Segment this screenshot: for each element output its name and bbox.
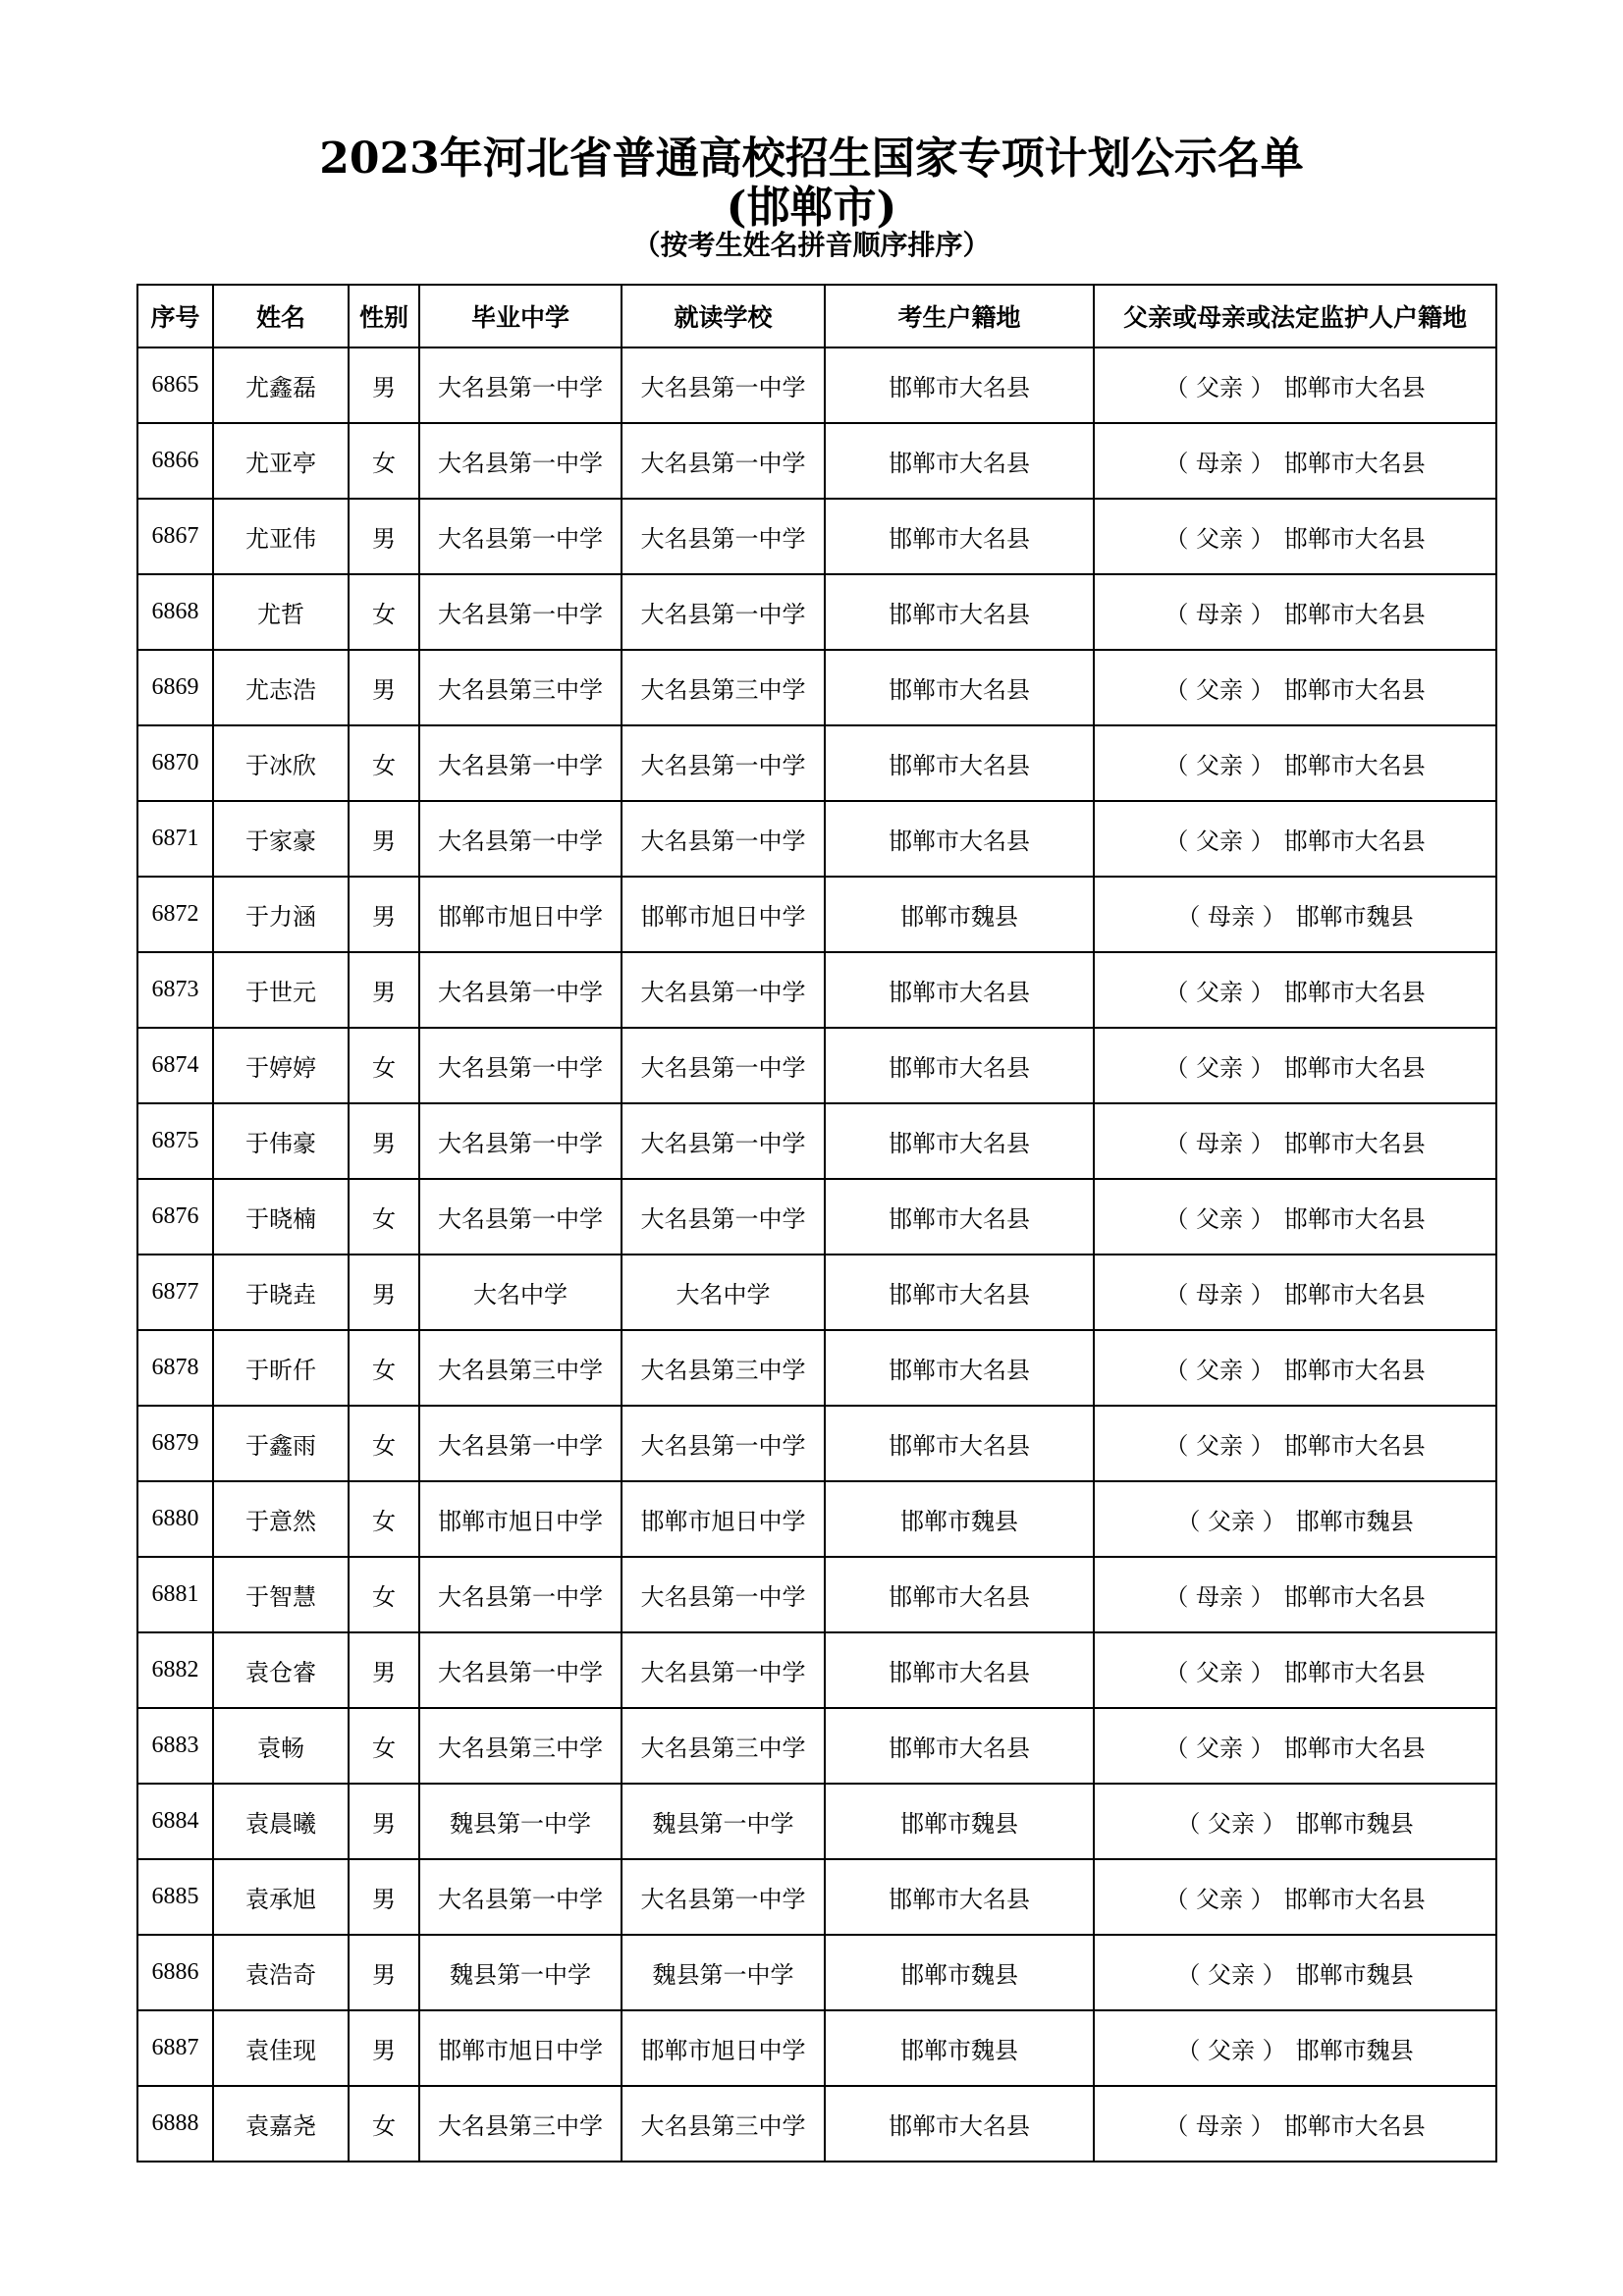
guardian-relation: （ 父亲 ） bbox=[1164, 1886, 1274, 1913]
cell-guardian bbox=[1094, 1255, 1496, 1330]
table-row bbox=[137, 1179, 1496, 1255]
cell-current-school: 大名县第一中学 bbox=[622, 1406, 825, 1481]
cell-gender: 男 bbox=[349, 1859, 419, 1935]
cell-current-school: 大名县第一中学 bbox=[622, 1859, 825, 1935]
cell-name: 于婷婷 bbox=[213, 1028, 349, 1103]
cell-current-school: 邯郸市旭日中学 bbox=[622, 1481, 825, 1557]
column-header-id: 序号 bbox=[137, 285, 213, 347]
guardian-residence: 邯郸市大名县 bbox=[1283, 1054, 1426, 1082]
cell-guardian bbox=[1094, 650, 1496, 725]
guardian-relation: （ 母亲 ） bbox=[1164, 1281, 1274, 1308]
table-row bbox=[137, 1632, 1496, 1708]
cell-current-school: 大名中学 bbox=[622, 1255, 825, 1330]
cell-id: 6875 bbox=[137, 1103, 213, 1179]
cell-id: 6884 bbox=[137, 1784, 213, 1859]
cell-residence: 邯郸市大名县 bbox=[825, 1859, 1094, 1935]
guardian-residence: 邯郸市大名县 bbox=[1283, 1432, 1426, 1460]
cell-guardian bbox=[1094, 1935, 1496, 2010]
table-row bbox=[137, 1859, 1496, 1935]
cell-grad-school: 魏县第一中学 bbox=[419, 1935, 622, 2010]
cell-gender: 男 bbox=[349, 347, 419, 423]
cell-current-school: 大名县第一中学 bbox=[622, 1557, 825, 1632]
cell-grad-school: 魏县第一中学 bbox=[419, 1784, 622, 1859]
cell-name: 袁浩奇 bbox=[213, 1935, 349, 2010]
guardian-residence: 邯郸市大名县 bbox=[1283, 450, 1426, 477]
cell-grad-school: 大名县第一中学 bbox=[419, 574, 622, 650]
cell-name: 尤亚伟 bbox=[213, 499, 349, 574]
cell-residence: 邯郸市大名县 bbox=[825, 801, 1094, 877]
cell-residence: 邯郸市大名县 bbox=[825, 1255, 1094, 1330]
cell-current-school: 邯郸市旭日中学 bbox=[622, 2010, 825, 2086]
cell-id: 6888 bbox=[137, 2086, 213, 2162]
guardian-relation: （ 父亲 ） bbox=[1164, 1432, 1274, 1460]
cell-current-school: 大名县第一中学 bbox=[622, 1103, 825, 1179]
cell-name: 袁畅 bbox=[213, 1708, 349, 1784]
guardian-relation: （ 母亲 ） bbox=[1176, 903, 1286, 931]
cell-guardian bbox=[1094, 2010, 1496, 2086]
guardian-residence: 邯郸市魏县 bbox=[1295, 1508, 1414, 1535]
cell-grad-school: 大名县第三中学 bbox=[419, 650, 622, 725]
cell-gender: 男 bbox=[349, 801, 419, 877]
cell-gender: 男 bbox=[349, 877, 419, 952]
cell-current-school: 大名县第三中学 bbox=[622, 1330, 825, 1406]
cell-name: 尤志浩 bbox=[213, 650, 349, 725]
table-row bbox=[137, 1028, 1496, 1103]
table-row bbox=[137, 1557, 1496, 1632]
cell-gender: 女 bbox=[349, 1179, 419, 1255]
cell-residence: 邯郸市魏县 bbox=[825, 1935, 1094, 2010]
table-row bbox=[137, 1708, 1496, 1784]
cell-residence: 邯郸市魏县 bbox=[825, 2010, 1094, 2086]
cell-guardian bbox=[1094, 1028, 1496, 1103]
cell-name: 于智慧 bbox=[213, 1557, 349, 1632]
column-header-gender: 性别 bbox=[349, 285, 419, 347]
cell-residence: 邯郸市大名县 bbox=[825, 2086, 1094, 2162]
cell-name: 袁嘉尧 bbox=[213, 2086, 349, 2162]
cell-grad-school: 大名县第一中学 bbox=[419, 423, 622, 499]
guardian-residence: 邯郸市大名县 bbox=[1283, 1886, 1426, 1913]
column-header-residence: 考生户籍地 bbox=[825, 285, 1094, 347]
guardian-relation: （ 父亲 ） bbox=[1164, 676, 1274, 704]
cell-name: 于昕仟 bbox=[213, 1330, 349, 1406]
guardian-residence: 邯郸市大名县 bbox=[1283, 1130, 1426, 1157]
guardian-relation: （ 父亲 ） bbox=[1176, 1961, 1286, 1989]
cell-residence: 邯郸市大名县 bbox=[825, 952, 1094, 1028]
cell-gender: 女 bbox=[349, 1708, 419, 1784]
cell-id: 6872 bbox=[137, 877, 213, 952]
roster-table bbox=[136, 284, 1497, 2163]
cell-id: 6887 bbox=[137, 2010, 213, 2086]
guardian-residence: 邯郸市大名县 bbox=[1283, 1357, 1426, 1384]
cell-residence: 邯郸市大名县 bbox=[825, 347, 1094, 423]
guardian-relation: （ 父亲 ） bbox=[1164, 828, 1274, 855]
cell-name: 于鑫雨 bbox=[213, 1406, 349, 1481]
guardian-relation: （ 父亲 ） bbox=[1164, 752, 1274, 779]
cell-grad-school: 大名县第三中学 bbox=[419, 1330, 622, 1406]
cell-guardian bbox=[1094, 877, 1496, 952]
guardian-relation: （ 父亲 ） bbox=[1176, 2037, 1286, 2064]
cell-name: 尤哲 bbox=[213, 574, 349, 650]
guardian-relation: （ 父亲 ） bbox=[1176, 1810, 1286, 1838]
cell-name: 袁承旭 bbox=[213, 1859, 349, 1935]
guardian-residence: 邯郸市魏县 bbox=[1295, 2037, 1414, 2064]
cell-id: 6866 bbox=[137, 423, 213, 499]
cell-grad-school: 大名中学 bbox=[419, 1255, 622, 1330]
table-header-row bbox=[137, 285, 1496, 347]
guardian-relation: （ 母亲 ） bbox=[1164, 1583, 1274, 1611]
cell-grad-school: 邯郸市旭日中学 bbox=[419, 1481, 622, 1557]
table-row bbox=[137, 1103, 1496, 1179]
cell-grad-school: 大名县第三中学 bbox=[419, 2086, 622, 2162]
guardian-residence: 邯郸市大名县 bbox=[1283, 1659, 1426, 1686]
table-row bbox=[137, 801, 1496, 877]
cell-id: 6880 bbox=[137, 1481, 213, 1557]
guardian-residence: 邯郸市大名县 bbox=[1283, 752, 1426, 779]
cell-name: 于世元 bbox=[213, 952, 349, 1028]
cell-residence: 邯郸市大名县 bbox=[825, 1103, 1094, 1179]
cell-grad-school: 大名县第一中学 bbox=[419, 1028, 622, 1103]
cell-current-school: 大名县第一中学 bbox=[622, 499, 825, 574]
guardian-residence: 邯郸市大名县 bbox=[1283, 1281, 1426, 1308]
cell-grad-school: 大名县第一中学 bbox=[419, 725, 622, 801]
column-header-grad-school: 毕业中学 bbox=[419, 285, 622, 347]
guardian-relation: （ 父亲 ） bbox=[1164, 979, 1274, 1006]
cell-gender: 男 bbox=[349, 1255, 419, 1330]
guardian-relation: （ 父亲 ） bbox=[1164, 1735, 1274, 1762]
cell-id: 6868 bbox=[137, 574, 213, 650]
cell-residence: 邯郸市大名县 bbox=[825, 1406, 1094, 1481]
guardian-relation: （ 母亲 ） bbox=[1164, 601, 1274, 628]
cell-gender: 女 bbox=[349, 574, 419, 650]
guardian-residence: 邯郸市大名县 bbox=[1283, 828, 1426, 855]
cell-guardian bbox=[1094, 1784, 1496, 1859]
guardian-residence: 邯郸市魏县 bbox=[1295, 1810, 1414, 1838]
cell-residence: 邯郸市魏县 bbox=[825, 1784, 1094, 1859]
guardian-relation: （ 父亲 ） bbox=[1164, 525, 1274, 553]
cell-guardian bbox=[1094, 1557, 1496, 1632]
cell-name: 尤鑫磊 bbox=[213, 347, 349, 423]
cell-guardian bbox=[1094, 423, 1496, 499]
cell-current-school: 大名县第一中学 bbox=[622, 725, 825, 801]
column-header-current-school: 就读学校 bbox=[622, 285, 825, 347]
cell-residence: 邯郸市大名县 bbox=[825, 423, 1094, 499]
cell-gender: 男 bbox=[349, 1784, 419, 1859]
cell-guardian bbox=[1094, 1406, 1496, 1481]
cell-id: 6874 bbox=[137, 1028, 213, 1103]
guardian-relation: （ 父亲 ） bbox=[1164, 1205, 1274, 1233]
column-header-guardian-residence: 父亲或母亲或法定监护人户籍地 bbox=[1094, 285, 1496, 347]
cell-guardian bbox=[1094, 1330, 1496, 1406]
cell-guardian bbox=[1094, 2086, 1496, 2162]
cell-gender: 女 bbox=[349, 2086, 419, 2162]
cell-gender: 女 bbox=[349, 1481, 419, 1557]
cell-current-school: 大名县第一中学 bbox=[622, 1179, 825, 1255]
cell-gender: 女 bbox=[349, 1557, 419, 1632]
guardian-residence: 邯郸市大名县 bbox=[1283, 1735, 1426, 1762]
cell-id: 6886 bbox=[137, 1935, 213, 2010]
cell-id: 6882 bbox=[137, 1632, 213, 1708]
cell-guardian bbox=[1094, 1481, 1496, 1557]
cell-id: 6876 bbox=[137, 1179, 213, 1255]
guardian-relation: （ 母亲 ） bbox=[1164, 2112, 1274, 2140]
cell-name: 尤亚亭 bbox=[213, 423, 349, 499]
cell-guardian bbox=[1094, 1103, 1496, 1179]
cell-name: 袁佳现 bbox=[213, 2010, 349, 2086]
cell-guardian bbox=[1094, 1632, 1496, 1708]
guardian-residence: 邯郸市大名县 bbox=[1283, 525, 1426, 553]
cell-residence: 邯郸市大名县 bbox=[825, 1708, 1094, 1784]
cell-current-school: 大名县第一中学 bbox=[622, 1028, 825, 1103]
cell-residence: 邯郸市大名县 bbox=[825, 499, 1094, 574]
cell-residence: 邯郸市大名县 bbox=[825, 650, 1094, 725]
cell-residence: 邯郸市大名县 bbox=[825, 1028, 1094, 1103]
cell-residence: 邯郸市大名县 bbox=[825, 1557, 1094, 1632]
cell-guardian bbox=[1094, 801, 1496, 877]
cell-grad-school: 大名县第一中学 bbox=[419, 1103, 622, 1179]
cell-grad-school: 大名县第一中学 bbox=[419, 1406, 622, 1481]
cell-gender: 女 bbox=[349, 423, 419, 499]
cell-id: 6870 bbox=[137, 725, 213, 801]
table-row bbox=[137, 650, 1496, 725]
cell-id: 6877 bbox=[137, 1255, 213, 1330]
cell-guardian bbox=[1094, 574, 1496, 650]
cell-residence: 邯郸市大名县 bbox=[825, 574, 1094, 650]
cell-name: 于晓垚 bbox=[213, 1255, 349, 1330]
cell-id: 6871 bbox=[137, 801, 213, 877]
guardian-residence: 邯郸市大名县 bbox=[1283, 601, 1426, 628]
table-row bbox=[137, 1406, 1496, 1481]
cell-current-school: 大名县第三中学 bbox=[622, 650, 825, 725]
table-row bbox=[137, 952, 1496, 1028]
table-row bbox=[137, 2086, 1496, 2162]
cell-name: 于力涵 bbox=[213, 877, 349, 952]
cell-gender: 男 bbox=[349, 650, 419, 725]
guardian-residence: 邯郸市大名县 bbox=[1283, 676, 1426, 704]
table-row bbox=[137, 1330, 1496, 1406]
cell-grad-school: 大名县第一中学 bbox=[419, 801, 622, 877]
cell-id: 6873 bbox=[137, 952, 213, 1028]
cell-gender: 女 bbox=[349, 725, 419, 801]
cell-id: 6869 bbox=[137, 650, 213, 725]
cell-id: 6867 bbox=[137, 499, 213, 574]
guardian-residence: 邯郸市大名县 bbox=[1283, 1583, 1426, 1611]
cell-grad-school: 大名县第一中学 bbox=[419, 1859, 622, 1935]
cell-grad-school: 邯郸市旭日中学 bbox=[419, 877, 622, 952]
table-body bbox=[137, 347, 1496, 2162]
table-row bbox=[137, 1935, 1496, 2010]
cell-current-school: 大名县第一中学 bbox=[622, 1632, 825, 1708]
cell-guardian bbox=[1094, 347, 1496, 423]
cell-current-school: 大名县第一中学 bbox=[622, 347, 825, 423]
cell-guardian bbox=[1094, 1708, 1496, 1784]
cell-gender: 男 bbox=[349, 2010, 419, 2086]
cell-current-school: 魏县第一中学 bbox=[622, 1784, 825, 1859]
cell-current-school: 大名县第一中学 bbox=[622, 952, 825, 1028]
table-row bbox=[137, 499, 1496, 574]
cell-gender: 女 bbox=[349, 1028, 419, 1103]
cell-name: 于意然 bbox=[213, 1481, 349, 1557]
guardian-residence: 邯郸市魏县 bbox=[1295, 1961, 1414, 1989]
cell-gender: 男 bbox=[349, 1935, 419, 2010]
cell-id: 6878 bbox=[137, 1330, 213, 1406]
cell-gender: 女 bbox=[349, 1406, 419, 1481]
guardian-residence: 邯郸市大名县 bbox=[1283, 2112, 1426, 2140]
cell-guardian bbox=[1094, 1859, 1496, 1935]
guardian-residence: 邯郸市大名县 bbox=[1283, 1205, 1426, 1233]
cell-id: 6879 bbox=[137, 1406, 213, 1481]
table-row bbox=[137, 1481, 1496, 1557]
table-row bbox=[137, 347, 1496, 423]
cell-grad-school: 大名县第一中学 bbox=[419, 952, 622, 1028]
cell-residence: 邯郸市魏县 bbox=[825, 877, 1094, 952]
cell-current-school: 大名县第三中学 bbox=[622, 1708, 825, 1784]
guardian-residence: 邯郸市魏县 bbox=[1295, 903, 1414, 931]
cell-guardian bbox=[1094, 1179, 1496, 1255]
cell-residence: 邯郸市大名县 bbox=[825, 1179, 1094, 1255]
document-title: 2023年河北省普通高校招生国家专项计划公示名单 bbox=[319, 133, 1304, 184]
table-row bbox=[137, 1255, 1496, 1330]
cell-grad-school: 大名县第一中学 bbox=[419, 1179, 622, 1255]
guardian-relation: （ 父亲 ） bbox=[1164, 1054, 1274, 1082]
cell-current-school: 大名县第三中学 bbox=[622, 2086, 825, 2162]
cell-current-school: 大名县第一中学 bbox=[622, 423, 825, 499]
cell-current-school: 魏县第一中学 bbox=[622, 1935, 825, 2010]
cell-grad-school: 大名县第一中学 bbox=[419, 499, 622, 574]
cell-name: 于晓楠 bbox=[213, 1179, 349, 1255]
cell-grad-school: 大名县第一中学 bbox=[419, 1632, 622, 1708]
table-row bbox=[137, 423, 1496, 499]
cell-name: 于伟豪 bbox=[213, 1103, 349, 1179]
column-header-name: 姓名 bbox=[213, 285, 349, 347]
cell-id: 6885 bbox=[137, 1859, 213, 1935]
cell-guardian bbox=[1094, 499, 1496, 574]
table-row bbox=[137, 725, 1496, 801]
cell-residence: 邯郸市大名县 bbox=[825, 1330, 1094, 1406]
sort-order-note: （按考生姓名拼音顺序排序） bbox=[632, 229, 991, 261]
table-row bbox=[137, 574, 1496, 650]
cell-residence: 邯郸市魏县 bbox=[825, 1481, 1094, 1557]
cell-current-school: 大名县第一中学 bbox=[622, 801, 825, 877]
cell-gender: 女 bbox=[349, 1330, 419, 1406]
cell-id: 6883 bbox=[137, 1708, 213, 1784]
guardian-residence: 邯郸市大名县 bbox=[1283, 979, 1426, 1006]
cell-name: 袁晨曦 bbox=[213, 1784, 349, 1859]
guardian-relation: （ 母亲 ） bbox=[1164, 450, 1274, 477]
guardian-residence: 邯郸市大名县 bbox=[1283, 374, 1426, 401]
document-subtitle-city: (邯郸市) bbox=[726, 183, 897, 233]
guardian-relation: （ 母亲 ） bbox=[1164, 1130, 1274, 1157]
cell-grad-school: 大名县第三中学 bbox=[419, 1708, 622, 1784]
cell-name: 于家豪 bbox=[213, 801, 349, 877]
cell-id: 6881 bbox=[137, 1557, 213, 1632]
table-row bbox=[137, 2010, 1496, 2086]
cell-gender: 男 bbox=[349, 499, 419, 574]
guardian-relation: （ 父亲 ） bbox=[1164, 374, 1274, 401]
cell-grad-school: 大名县第一中学 bbox=[419, 347, 622, 423]
cell-id: 6865 bbox=[137, 347, 213, 423]
guardian-relation: （ 父亲 ） bbox=[1164, 1357, 1274, 1384]
guardian-relation: （ 父亲 ） bbox=[1176, 1508, 1286, 1535]
cell-current-school: 大名县第一中学 bbox=[622, 574, 825, 650]
cell-residence: 邯郸市大名县 bbox=[825, 1632, 1094, 1708]
table-row bbox=[137, 877, 1496, 952]
cell-gender: 男 bbox=[349, 1632, 419, 1708]
cell-residence: 邯郸市大名县 bbox=[825, 725, 1094, 801]
guardian-relation: （ 父亲 ） bbox=[1164, 1659, 1274, 1686]
cell-grad-school: 邯郸市旭日中学 bbox=[419, 2010, 622, 2086]
cell-guardian bbox=[1094, 725, 1496, 801]
table-row bbox=[137, 1784, 1496, 1859]
cell-name: 于冰欣 bbox=[213, 725, 349, 801]
cell-guardian bbox=[1094, 952, 1496, 1028]
cell-name: 袁仓睿 bbox=[213, 1632, 349, 1708]
cell-current-school: 邯郸市旭日中学 bbox=[622, 877, 825, 952]
cell-grad-school: 大名县第一中学 bbox=[419, 1557, 622, 1632]
cell-gender: 男 bbox=[349, 952, 419, 1028]
cell-gender: 男 bbox=[349, 1103, 419, 1179]
